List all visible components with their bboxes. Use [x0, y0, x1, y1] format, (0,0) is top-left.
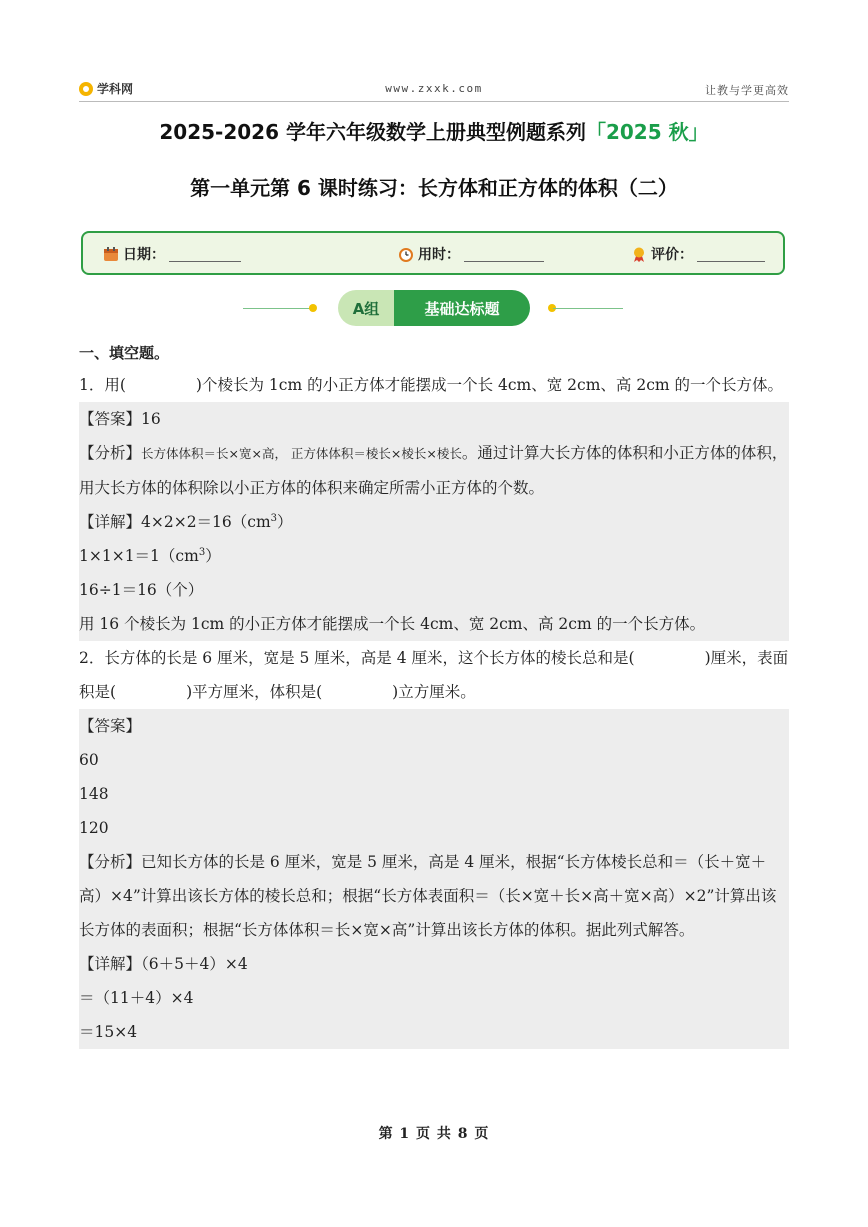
header-divider	[79, 101, 789, 102]
date-label: 日期：	[123, 247, 165, 263]
title-main: 2025-2026 学年六年级数学上册典型例题系列	[159, 120, 586, 144]
date-field	[103, 244, 241, 264]
question-2	[79, 641, 789, 709]
q1-text-a: 1．用(	[79, 376, 126, 394]
page-footer: 第 1 页 共 8 页	[378, 1126, 490, 1142]
group-badge	[243, 290, 623, 328]
question-1	[79, 368, 789, 402]
q1-detail-1-sup: 3	[270, 512, 278, 524]
badge-line-left	[243, 308, 313, 309]
info-bar	[81, 231, 785, 275]
time-label: 用时：	[418, 247, 460, 263]
rating-blank[interactable]	[697, 247, 765, 262]
page-header	[79, 80, 789, 102]
group-pill	[338, 290, 530, 326]
calendar-icon	[103, 246, 119, 262]
q1-analysis	[79, 436, 789, 505]
badge-line-right	[553, 308, 623, 309]
q2-answer-2: 148	[79, 785, 109, 803]
time-blank[interactable]	[464, 247, 544, 262]
q2-text-b: )厘米，表面积是(	[79, 649, 789, 701]
alarm-clock-icon	[398, 246, 414, 262]
q1-detail-2-end: ）	[205, 547, 221, 565]
q1-detail-1-text: 【详解】4×2×2＝16（cm	[79, 513, 271, 531]
q1-detail-3: 16÷1＝16（个）	[79, 581, 204, 599]
site-url: www.zxxk.com	[385, 82, 483, 95]
q2-answer-3: 120	[79, 819, 109, 837]
q2-answer-label: 【答案】	[79, 717, 142, 735]
q2-answer-1: 60	[79, 751, 99, 769]
group-tag: A组	[338, 290, 394, 326]
q1-detail-2-text: 1×1×1＝1（cm	[79, 547, 199, 565]
q1-detail-4: 用 16 个棱长为 1cm 的小正方体才能摆成一个长 4cm、宽 2cm、高 2cm 的一个长方体。	[79, 615, 706, 633]
main-content	[79, 338, 789, 1049]
document-title	[0, 116, 868, 145]
q2-detail-3: ＝15×4	[79, 1023, 138, 1041]
lesson-title: 第一单元第 6 课时练习：长方体和正方体的体积（二）	[190, 176, 678, 200]
q2-detail-2: ＝（11＋4）×4	[79, 989, 194, 1007]
q2-answer-block	[79, 709, 789, 1049]
site-slogan: 让教与学更高效	[705, 84, 789, 97]
q2-text-a: 2．长方体的长是 6 厘米，宽是 5 厘米，高是 4 厘米，这个长方体的棱长总和是(	[79, 649, 635, 667]
q2-text-d: )立方厘米。	[392, 683, 476, 701]
q1-detail-1	[79, 505, 789, 539]
q2-text-c: )平方厘米，体积是(	[186, 683, 323, 701]
group-name: 基础达标题	[394, 290, 530, 326]
badge-dot-left	[309, 304, 317, 312]
q2-analysis: 【分析】已知长方体的长是 6 厘米，宽是 5 厘米，高是 4 厘米，根据“长方体棱长总和＝（长＋宽＋高）×4”计算出该长方体的棱长总和；根据“长方体表面积＝（长×宽＋长×高＋宽×高）×2”计算出该长方体的表面积；根据“长方体体积＝长×宽×高”计算出该长方体的体积。据此列式解答。	[79, 853, 777, 939]
rating-label: 评价：	[651, 247, 693, 263]
q1-analysis-formula: 长方体体积＝长×宽×高， 正方体体积＝棱长×棱长×棱长	[141, 446, 462, 461]
q2-detail-1: 【详解】（6＋5＋4）×4	[79, 955, 248, 973]
rating-field	[631, 244, 765, 264]
medal-icon	[631, 246, 647, 262]
q1-answer-block	[79, 402, 789, 641]
time-field	[398, 244, 544, 264]
logo-text: 学科网	[97, 82, 134, 96]
q1-analysis-label: 【分析】	[79, 444, 142, 462]
q1-analysis-text: 。通过计算大长方体的体积和小正方体的体积，用大长方体的体积除以小正方体的体积来确定所需小正方体的个数。	[79, 444, 788, 497]
q1-detail-2-sup: 3	[198, 546, 206, 558]
date-blank[interactable]	[169, 247, 241, 262]
q1-answer: 【答案】16	[79, 410, 161, 428]
q1-text-b: )个棱长为 1cm 的小正方体才能摆成一个长 4cm、宽 2cm、高 2cm 的一个长方体。	[195, 376, 783, 394]
title-accent: 「2025 秋」	[585, 120, 709, 144]
q1-detail-2	[79, 539, 789, 573]
q1-detail-1-end: ）	[277, 513, 293, 531]
section-heading: 一、填空题。	[79, 344, 170, 362]
